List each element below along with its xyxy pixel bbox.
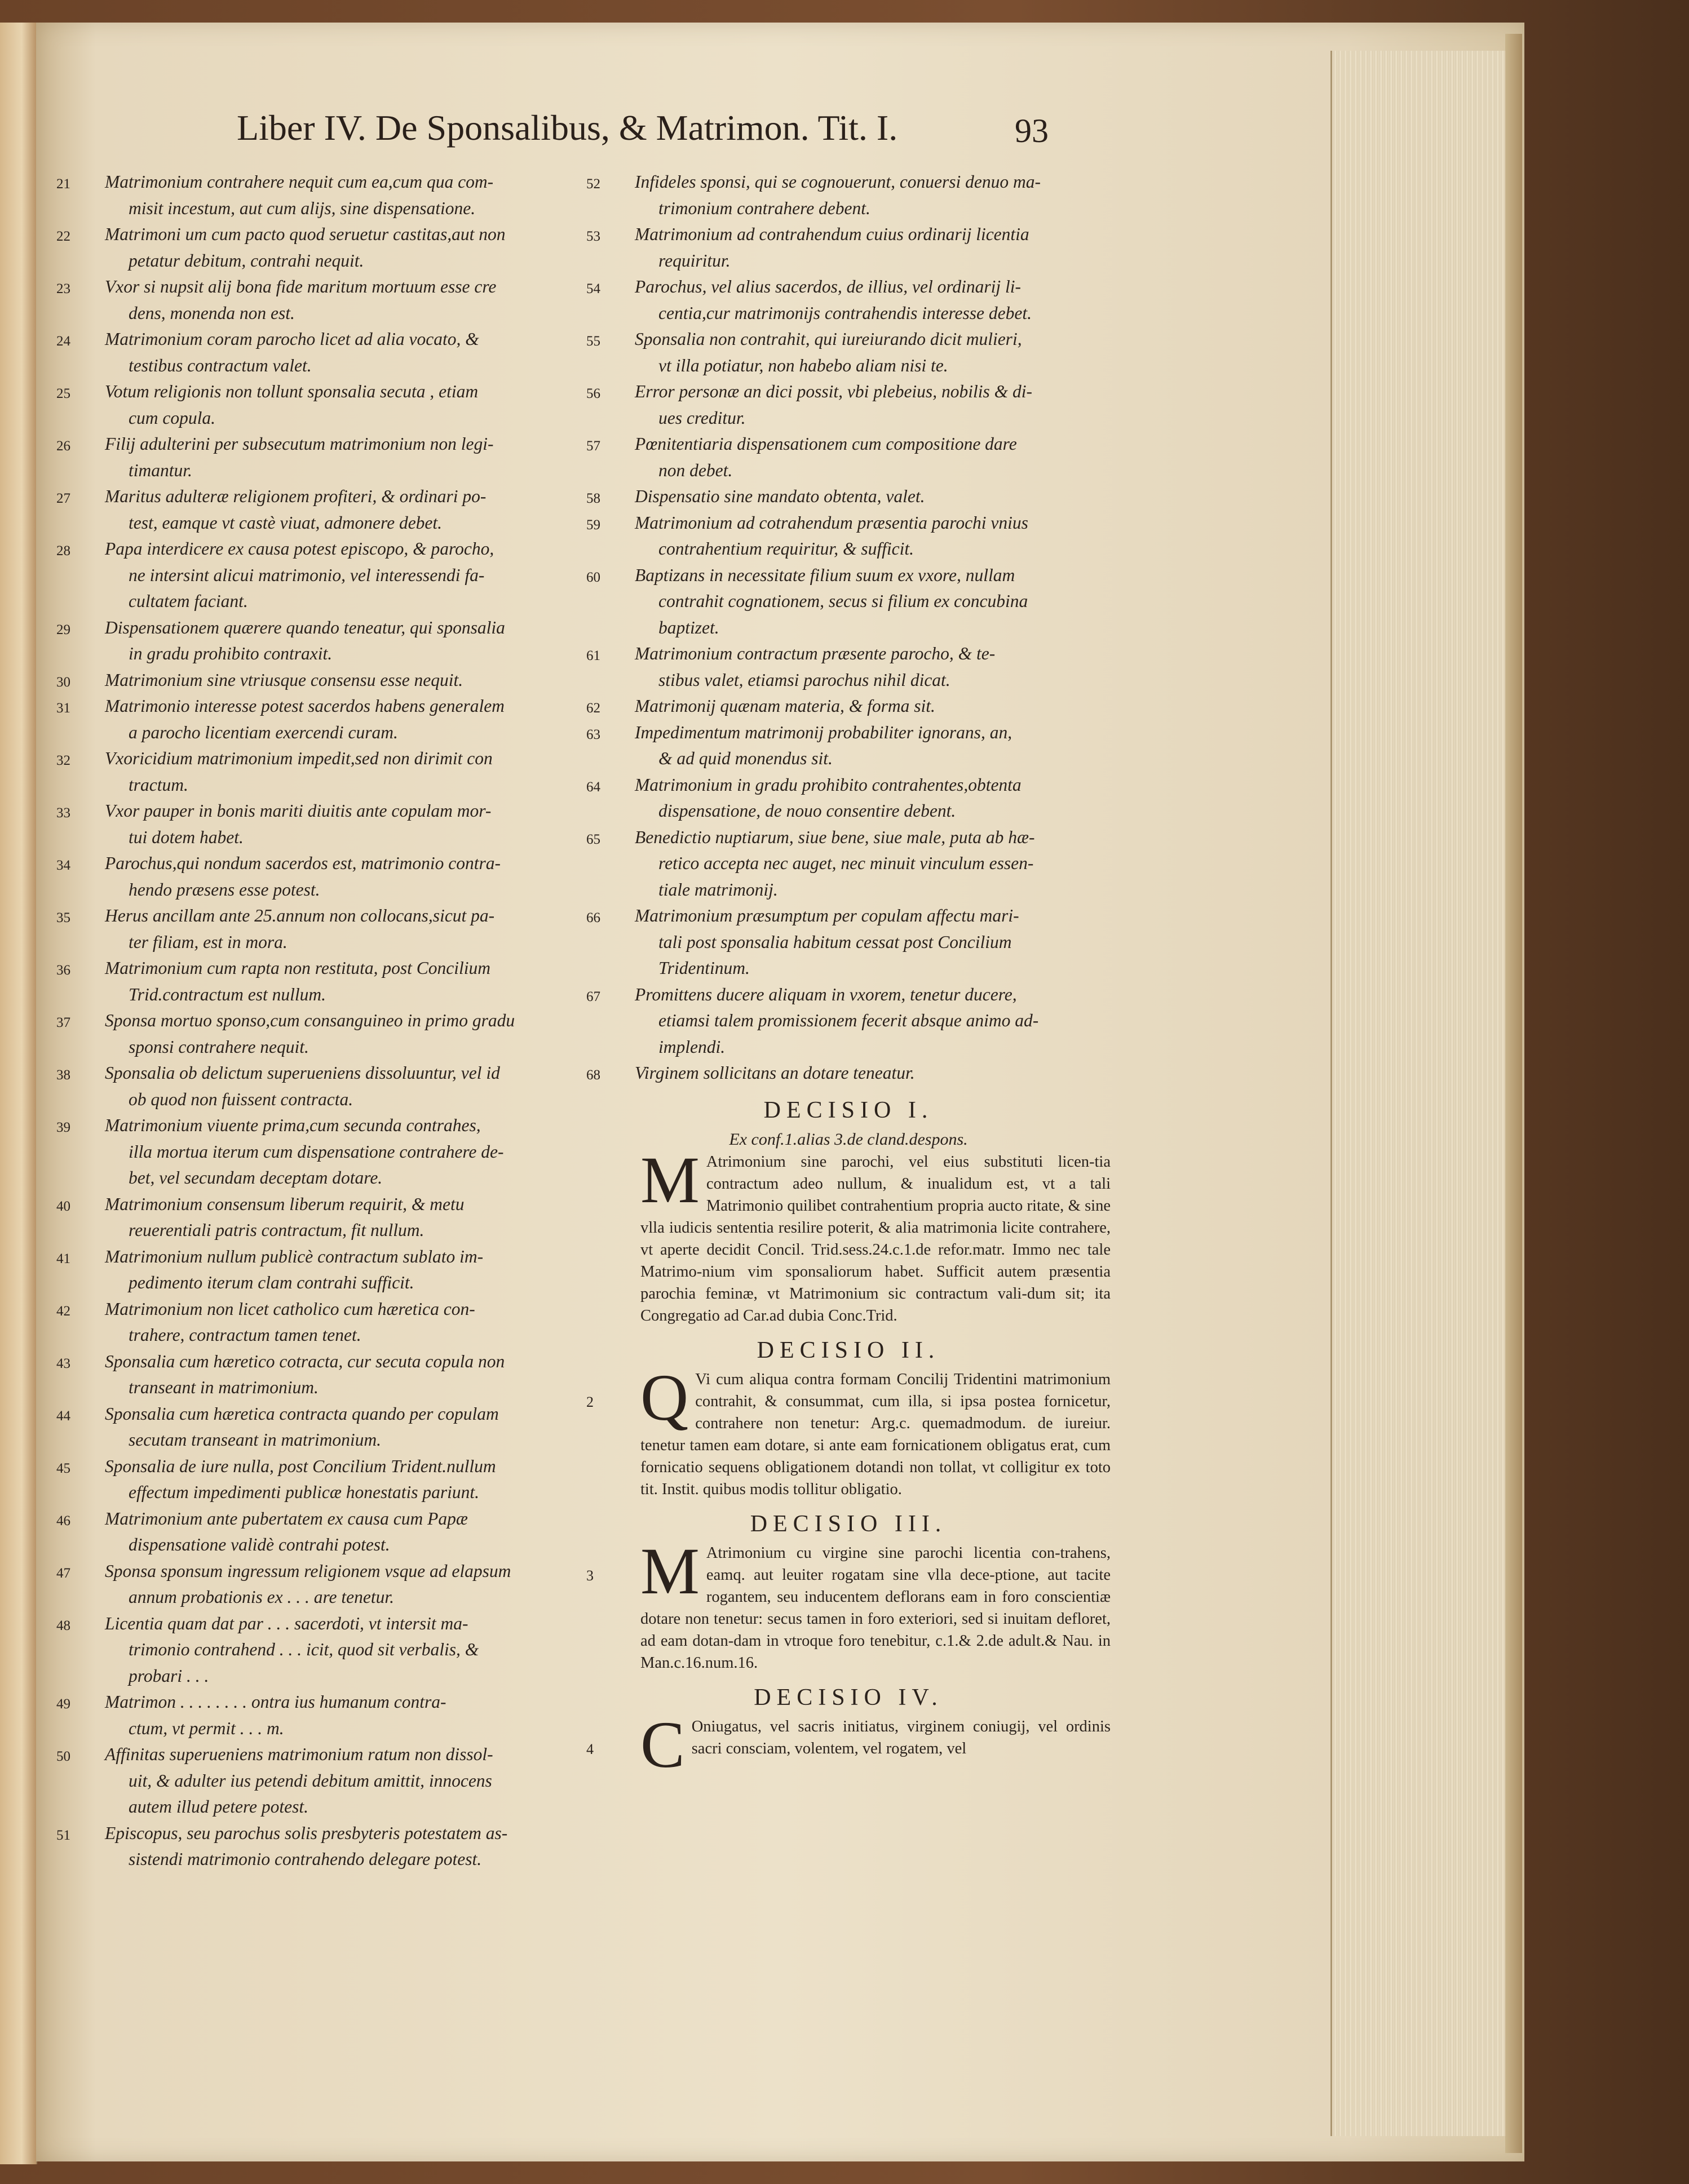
summary-entry <box>56 955 581 1008</box>
summary-entry <box>586 982 1111 1061</box>
entry-text-line: Papa interdicere ex causa potest episcopo, & parocho, <box>105 539 494 559</box>
entry-text-line: testibus contractum valet. <box>129 355 312 375</box>
decisio-paragraph <box>586 1707 1111 1782</box>
decisio-paragraph <box>586 1142 1111 1327</box>
entry-text-line: uit, & adulter ius petendi debitum amittit, innocens <box>129 1770 492 1791</box>
drop-capital: M <box>640 1534 700 1608</box>
entry-text-line: Matrimonium ad contrahendum cuius ordinarij licentia <box>635 224 1029 244</box>
entry-text-line: illa mortua iterum cum dispensatione contrahere de- <box>129 1141 504 1162</box>
entry-text-line: Votum religionis non tollunt sponsalia secuta , etiam <box>105 382 479 401</box>
decisio-text: Oniugatus, vel sacris initiatus, virginem coniugij, vel ordinis sacri consciam, volentem, vel rogatem, vel <box>691 1717 1111 1757</box>
summary-entry <box>56 221 581 274</box>
entry-text-line: ues creditur. <box>658 407 746 428</box>
summary-entry <box>586 326 1111 379</box>
entry-text-line: Virginem sollicitans an dotare teneatur. <box>635 1063 915 1083</box>
entry-text-line: Sponsalia cum hæretica contracta quando per copulam <box>105 1403 499 1424</box>
summary-entry <box>56 379 581 431</box>
summary-entry <box>56 1689 581 1742</box>
summary-entry <box>56 326 581 379</box>
decisio-heading: DECISIO IV. <box>754 1684 943 1711</box>
decisio-text: Vi cum aliqua contra formam Concilij Tridentini matrimonium contrahit, & consummat, cum illa, si ipsa postea fornicetur, contrahere non tenetur: Arg.c. quemadmodum. de iureiur. tenetur tamen eam dotare, si ante eam fornicationem obligatus erat, cum fornicatio sequens obligationem dotandi non tollat, vt colligitur ex toto tit. Instit. quibus modis tollitur obligatio. <box>640 1370 1111 1498</box>
entry-number: 52 <box>586 176 600 192</box>
entry-number: 28 <box>56 543 70 559</box>
entry-text-line: ob quod non fuissent contracta. <box>129 1089 353 1109</box>
entry-text-line: reuerentiali patris contractum, fit nullum. <box>129 1220 425 1240</box>
summary-entry <box>586 562 1111 641</box>
entry-text-line: Matrimonium contractum præsente parocho, & te- <box>635 644 996 663</box>
decisio-number: 2 <box>586 1393 594 1410</box>
entry-number: 68 <box>586 1067 600 1083</box>
entry-number: 65 <box>586 831 600 847</box>
facing-page-edge <box>0 23 37 2164</box>
summary-list-right <box>586 169 1111 1087</box>
entry-number: 53 <box>586 229 600 244</box>
entry-text-line: Impedimentum matrimonij probabiliter ignorans, an, <box>635 722 1012 742</box>
entry-number: 61 <box>586 648 600 663</box>
summary-entry <box>56 667 581 694</box>
entry-text-line: pedimento iterum clam contrahi sufficit. <box>129 1273 414 1292</box>
decisio-number: 4 <box>586 1740 594 1757</box>
entry-number: 21 <box>56 176 70 192</box>
entry-text-line: tiale matrimonij. <box>658 879 778 900</box>
summary-entry <box>586 693 1111 720</box>
entry-number: 30 <box>56 674 70 690</box>
entry-text-line: contrahentium requiritur, & sufficit. <box>658 539 914 559</box>
summary-entry <box>56 1611 581 1690</box>
entry-text-line: cultatem faciant. <box>129 591 248 611</box>
summary-column-right <box>586 169 1111 1782</box>
entry-text-line: Sponsa mortuo sponso,cum consanguineo in primo gradu <box>105 1011 515 1030</box>
entry-text-line: ctum, vt permit . . . m. <box>129 1718 284 1738</box>
summary-entry <box>56 484 581 536</box>
entry-number: 66 <box>586 910 600 925</box>
summary-entry <box>56 1191 581 1244</box>
summary-entry <box>56 1113 581 1191</box>
decisio-paragraph <box>586 1534 1111 1674</box>
entry-text-line: Infideles sponsi, qui se cognouerunt, conuersi denuo ma- <box>635 172 1041 192</box>
entry-number: 26 <box>56 438 70 454</box>
entry-number: 22 <box>56 229 70 244</box>
entry-number: 46 <box>56 1513 70 1529</box>
entry-text-line: Matrimonium cum rapta non restituta, post Concilium <box>105 958 490 978</box>
summary-entry <box>586 825 1111 903</box>
entry-number: 64 <box>586 779 600 795</box>
entry-text-line: bet, vel secundam deceptam dotare. <box>129 1168 383 1188</box>
entry-number: 27 <box>56 491 70 506</box>
entry-number: 42 <box>56 1303 70 1319</box>
entry-number: 38 <box>56 1067 70 1083</box>
decisio-heading: DECISIO III. <box>750 1510 947 1537</box>
entry-text-line: sistendi matrimonio contrahendo delegare potest. <box>129 1849 482 1869</box>
entry-number: 36 <box>56 963 70 978</box>
page-number: 93 <box>1015 112 1049 149</box>
entry-text-line: Baptizans in necessitate filium suum ex vxore, nullam <box>635 565 1015 585</box>
entry-text-line: Matrimonium in gradu prohibito contrahentes,obtenta <box>635 774 1022 795</box>
entry-number: 29 <box>56 622 70 637</box>
decisio-heading: DECISIO II. <box>757 1337 940 1363</box>
decisio-text: Atrimonium sine parochi, vel eius substituti licen-tia contractum adeo nullum, & inualidum est, vt a tali Matrimonio quilibet contrahentium propria aucto ritate, & sine vlla iudicis sententia resilire poterit, & alia matrimonia licite contrahere, vt aperte decidit Concil. Trid.sess.24.c.1.de refor.matr. Immo nec tale Matrimo-nium vim sponsaliorum habet. Sufficit autem præsentia parochia feminæ, vt Matrimonium sic contractum vali-dum sit; ita Congregatio ad Car.ad dubia Conc.Trid. <box>640 1153 1111 1324</box>
entry-number: 45 <box>56 1460 70 1476</box>
entry-text-line: Licentia quam dat par . . . sacerdoti, vt intersit ma- <box>105 1613 468 1633</box>
entry-text-line: sponsi contrahere nequit. <box>129 1036 309 1057</box>
entry-text-line: Herus ancillam ante 25.annum non collocans,sicut pa- <box>105 906 495 925</box>
entry-text-line: a parocho licentiam exercendi curam. <box>129 722 398 742</box>
entry-number: 33 <box>56 805 70 821</box>
entry-text-line: autem illud petere potest. <box>129 1797 309 1817</box>
entry-number: 51 <box>56 1827 70 1843</box>
summary-entry <box>56 1506 581 1558</box>
entry-text-line: Matrimonium præsumptum per copulam affectu mari- <box>635 906 1019 925</box>
running-title: Liber IV. De Sponsalibus, & Matrimon. Tit. I. <box>237 108 898 148</box>
entry-text-line: Sponsalia cum hæretico cotracta, cur secuta copula non <box>105 1351 505 1371</box>
entry-text-line: Sponsalia de iure nulla, post Concilium Trident.nullum <box>105 1456 496 1476</box>
summary-entry <box>586 641 1111 693</box>
summary-entry <box>56 903 581 955</box>
entry-text-line: Promittens ducere aliquam in vxorem, tenetur ducere, <box>635 984 1017 1004</box>
entry-number: 25 <box>56 386 70 401</box>
entry-text-line: Maritus adulteræ religionem profiteri, & ordinari po- <box>105 486 487 506</box>
entry-text-line: Matrimon . . . . . . . . ontra ius humanum contra- <box>105 1692 446 1712</box>
decisio-source: Ex conf.1.alias 3.de cland.despons. <box>729 1129 968 1149</box>
entry-number: 34 <box>56 858 70 873</box>
entry-text-line: probari . . . <box>129 1665 209 1686</box>
entry-text-line: Sponsalia ob delictum superueniens dissoluuntur, vel id <box>105 1063 500 1083</box>
entry-text-line: Vxoricidium matrimonium impedit,sed non dirimit con <box>105 748 493 768</box>
entry-text-line: Matrimonium contrahere nequit cum ea,cum qua com- <box>105 172 494 192</box>
summary-entry <box>56 536 581 615</box>
entry-number: 40 <box>56 1198 70 1214</box>
entry-text-line: Matrimonium non licet catholico cum hæretica con- <box>105 1299 475 1319</box>
entry-text-line: timantur. <box>129 460 192 480</box>
summary-entry <box>586 169 1111 221</box>
entry-text-line: secutam transeant in matrimonium. <box>129 1430 381 1450</box>
entry-text-line: dispensatione validè contrahi potest. <box>129 1535 390 1554</box>
entry-text-line: Matrimonium sine vtriusque consensu esse nequit. <box>105 670 463 690</box>
summary-column-left <box>56 169 581 1873</box>
entry-text-line: baptizet. <box>658 617 719 637</box>
summary-entry <box>586 379 1111 431</box>
entry-text-line: dens, monenda non est. <box>129 303 295 323</box>
entry-text-line: effectum impedimenti publicæ honestatis pariunt. <box>129 1482 480 1502</box>
summary-entry <box>586 772 1111 825</box>
summary-entry <box>56 798 581 850</box>
summary-entry <box>56 1558 581 1611</box>
book-fore-edge <box>1505 34 1522 2153</box>
entry-number: 59 <box>586 517 600 533</box>
entry-text-line: trahere, contractum tamen tenet. <box>129 1325 361 1345</box>
entry-number: 62 <box>586 701 600 716</box>
entry-number: 39 <box>56 1120 70 1135</box>
entry-number: 48 <box>56 1618 70 1633</box>
drop-capital: M <box>640 1142 700 1217</box>
entry-text-line: Episcopus, seu parochus solis presbyteris potestatem as- <box>105 1823 508 1843</box>
entry-text-line: contrahit cognationem, secus si filium ex concubina <box>658 591 1028 611</box>
entry-number: 44 <box>56 1408 70 1424</box>
decisio-text: Atrimonium cu virgine sine parochi licentia con-trahens, eamq. aut leuiter rogatam sine vlla dece-ptione, aut tacite rogantem, seu inducentem deflorans eam in foro conscientiæ dotare non tenetur: secus tamen in foro exteriori, sed si inuitam defloret, ad eam dotan-dam in vtroque foro tenebitur, c.1.& 2.de adult.& Nau. in Man.c.16.num.16. <box>640 1544 1111 1672</box>
entry-text-line: etiamsi talem promissionem fecerit absque animo ad- <box>658 1011 1039 1030</box>
entry-text-line: Matrimonij quænam materia, & forma sit. <box>635 696 935 716</box>
summary-entry <box>56 1244 581 1296</box>
entry-number: 56 <box>586 386 600 401</box>
decisio-heading: DECISIO I. <box>763 1097 934 1123</box>
running-header <box>237 107 1297 158</box>
entry-number: 55 <box>586 334 600 349</box>
entry-text-line: Matrimonium ante pubertatem ex causa cum Papæ <box>105 1508 468 1529</box>
drop-capital: Q <box>640 1360 689 1434</box>
entry-text-line: Matrimonium ad cotrahendum præsentia parochi vnius <box>635 512 1028 533</box>
entry-number: 60 <box>586 569 600 585</box>
entry-number: 41 <box>56 1251 70 1266</box>
entry-text-line: non debet. <box>658 460 733 480</box>
entry-text-line: Parochus,qui nondum sacerdos est, matrimonio contra- <box>105 853 501 873</box>
summary-entry <box>586 903 1111 982</box>
entry-text-line: Vxor pauper in bonis mariti diuitis ante copulam mor- <box>105 801 492 821</box>
summary-entry <box>56 1454 581 1506</box>
entry-text-line: trimonio contrahend . . . icit, quod sit verbalis, & <box>129 1640 479 1659</box>
summary-entry <box>56 274 581 326</box>
entry-text-line: ter filiam, est in mora. <box>129 932 288 952</box>
entry-text-line: Filij adulterini per subsecutum matrimonium non legi- <box>105 434 494 454</box>
entry-number: 54 <box>586 281 600 296</box>
drop-capital: C <box>640 1707 685 1782</box>
entry-text-line: requiritur. <box>658 250 731 271</box>
entry-number: 35 <box>56 910 70 925</box>
decisiones-section <box>586 1095 1111 1782</box>
entry-text-line: Benedictio nuptiarum, siue bene, siue male, puta ab hæ- <box>635 827 1035 847</box>
summary-entry <box>56 1349 581 1401</box>
summary-entry <box>586 221 1111 274</box>
entry-text-line: dispensatione, de nouo consentire debent. <box>658 801 956 821</box>
entry-number: 24 <box>56 334 70 349</box>
entry-number: 49 <box>56 1696 70 1712</box>
summary-entry <box>56 746 581 798</box>
summary-entry <box>56 431 581 484</box>
entry-text-line: Affinitas superueniens matrimonium ratum non dissol- <box>105 1744 493 1764</box>
decisio-paragraph <box>586 1360 1111 1500</box>
summary-entry <box>56 615 581 667</box>
entry-number: 63 <box>586 726 600 742</box>
entry-number: 58 <box>586 491 600 506</box>
summary-entry <box>586 484 1111 510</box>
entry-text-line: petatur debitum, contrahi nequit. <box>129 250 364 271</box>
entry-number: 32 <box>56 753 70 768</box>
summary-entry <box>56 1820 581 1873</box>
entry-text-line: Dispensationem quærere quando teneatur, qui sponsalia <box>105 617 505 637</box>
entry-text-line: & ad quid monendus sit. <box>658 748 833 768</box>
entry-number: 31 <box>56 701 70 716</box>
entry-text-line: misit incestum, aut cum alijs, sine dispensatione. <box>129 198 476 218</box>
entry-text-line: Dispensatio sine mandato obtenta, valet. <box>635 486 925 506</box>
summary-entry <box>586 510 1111 562</box>
entry-text-line: tui dotem habet. <box>129 827 244 847</box>
entry-text-line: trimonium contrahere debent. <box>658 198 870 218</box>
entry-text-line: vt illa potiatur, non habebo aliam nisi te. <box>658 355 948 375</box>
entry-text-line: Pœnitentiaria dispensationem cum compositione dare <box>635 434 1017 454</box>
entry-number: 23 <box>56 281 70 296</box>
page-block-edges <box>1330 51 1507 2136</box>
entry-text-line: Trid.contractum est nullum. <box>129 984 326 1004</box>
entry-number: 43 <box>56 1355 70 1371</box>
entry-text-line: hendo præsens esse potest. <box>129 879 320 900</box>
summary-entry <box>56 693 581 746</box>
entry-number: 67 <box>586 989 600 1004</box>
decisio-number: 3 <box>586 1567 594 1584</box>
entry-text-line: tractum. <box>129 774 188 795</box>
summary-entry <box>56 850 581 903</box>
summary-entry <box>56 1296 581 1349</box>
entry-text-line: cum copula. <box>129 407 215 428</box>
entry-text-line: tali post sponsalia habitum cessat post Concilium <box>658 932 1012 952</box>
entry-number: 50 <box>56 1749 70 1764</box>
summary-entry <box>586 1060 1111 1087</box>
entry-number: 47 <box>56 1565 70 1581</box>
summary-entry <box>56 169 581 221</box>
summary-entry <box>586 720 1111 772</box>
entry-text-line: stibus valet, etiamsi parochus nihil dicat. <box>658 670 950 690</box>
entry-text-line: test, eamque vt castè viuat, admonere debet. <box>129 512 443 533</box>
entry-text-line: transeant in matrimonium. <box>129 1377 319 1397</box>
entry-text-line: annum probationis ex . . . are tenetur. <box>129 1587 394 1607</box>
entry-text-line: implendi. <box>658 1036 726 1057</box>
entry-number: 57 <box>586 438 600 454</box>
summary-entry <box>586 431 1111 484</box>
entry-text-line: Matrimonium consensum liberum requirit, & metu <box>105 1194 465 1214</box>
entry-text-line: Matrimonium coram parocho licet ad alia vocato, & <box>105 329 479 349</box>
summary-entry <box>56 1008 581 1060</box>
entry-text-line: ne intersint alicui matrimonio, vel interessendi fa- <box>129 565 485 585</box>
entry-text-line: Matrimoni um cum pacto quod seruetur castitas,aut non <box>105 224 506 244</box>
entry-text-line: Error personæ an dici possit, vbi plebeius, nobilis & di- <box>635 382 1032 401</box>
summary-entry <box>56 1742 581 1820</box>
entry-text-line: Matrimonium nullum publicè contractum sublato im- <box>105 1246 484 1266</box>
entry-number: 37 <box>56 1015 70 1030</box>
entry-text-line: Parochus, vel alius sacerdos, de illius, vel ordinarij li- <box>635 277 1022 296</box>
summary-entry <box>56 1401 581 1454</box>
summary-entry <box>586 274 1111 326</box>
entry-text-line: centia,cur matrimonijs contrahendis interesse debet. <box>658 303 1032 323</box>
entry-text-line: Vxor si nupsit alij bona fide maritum mortuum esse cre <box>105 277 497 296</box>
entry-text-line: Matrimonium viuente prima,cum secunda contrahes, <box>105 1115 481 1135</box>
entry-text-line: Tridentinum. <box>658 958 750 978</box>
entry-text-line: Sponsa sponsum ingressum religionem vsque ad elapsum <box>105 1561 511 1581</box>
entry-text-line: retico accepta nec auget, nec minuit vinculum essen- <box>658 853 1034 873</box>
entry-text-line: in gradu prohibito contraxit. <box>129 644 333 663</box>
entry-text-line: Matrimonio interesse potest sacerdos habens generalem <box>105 696 505 716</box>
entry-text-line: Sponsalia non contrahit, qui iureiurando dicit mulieri, <box>635 329 1022 349</box>
summary-entry <box>56 1060 581 1113</box>
